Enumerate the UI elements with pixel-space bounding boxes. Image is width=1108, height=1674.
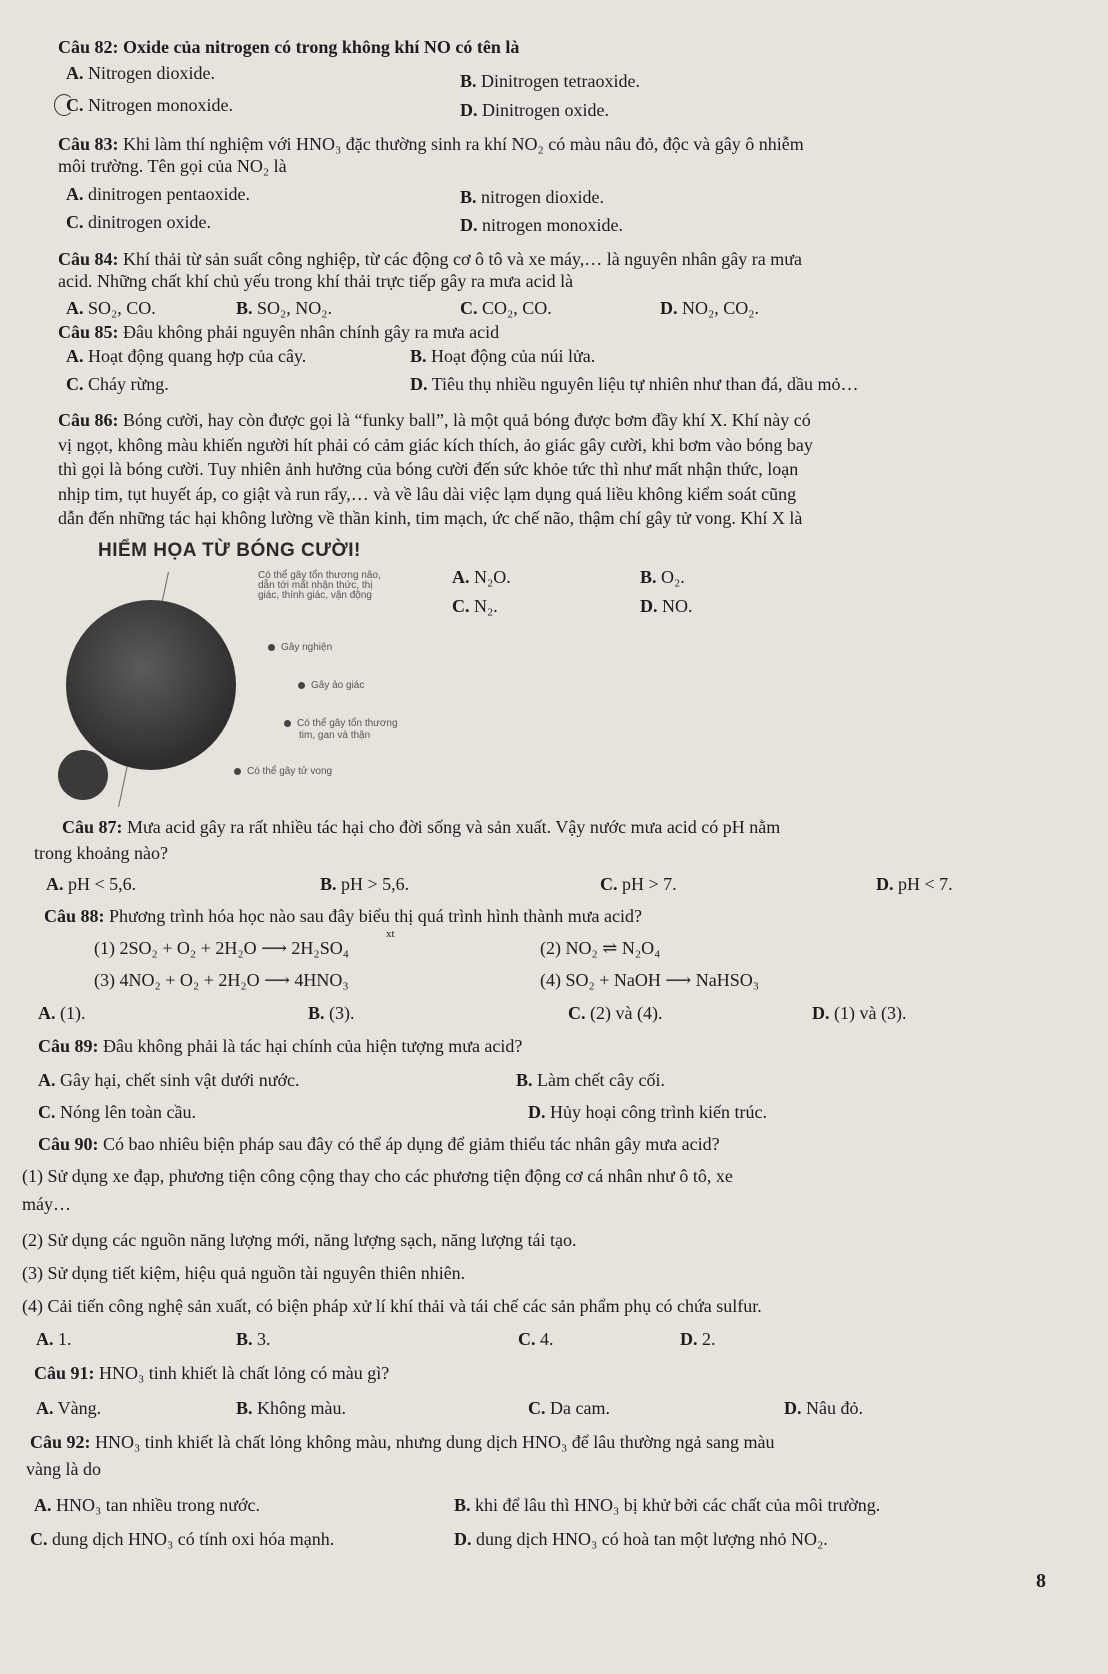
option-letter: C.: [460, 298, 478, 318]
q82-option-b: B. Dinitrogen tetraoxide.: [460, 71, 640, 91]
option-letter: B.: [236, 298, 253, 318]
q89-stem: Câu 89: Đâu không phải là tác hại chính của hiện tượng mưa acid?: [38, 1036, 523, 1056]
q88-equation-1: (1) 2SO₂ + O₂ + 2H₂O ⟶ 2H₂SO₄: [94, 938, 349, 958]
option-letter: C.: [66, 374, 84, 394]
infographic-bullet-3: [298, 680, 364, 692]
option-letter: B.: [460, 71, 477, 91]
option-letter: B.: [516, 1070, 533, 1090]
q87-option-d: D. pH < 7.: [876, 874, 953, 894]
q91-option-c: C. Da cam.: [528, 1398, 610, 1418]
q92-option-c: C. dung dịch HNO₃ có tính oxi hóa mạnh.: [30, 1529, 335, 1549]
q90-statement-2: (2) Sử dụng các nguồn năng lượng mới, năng lượng sạch, năng lượng tái tạo.: [22, 1230, 577, 1250]
q90-option-a: A. 1.: [36, 1329, 72, 1349]
q87-option-b: B. pH > 5,6.: [320, 874, 410, 894]
q90-statement-1-line2: máy…: [22, 1194, 71, 1214]
q83-stem-line1: Câu 83: Khi làm thí nghiệm với HNO₃ đặc thường sinh ra khí NO₂ có màu nâu đỏ, độc và gây ô nhiễm: [58, 134, 804, 154]
q87-stem-line2: trong khoảng nào?: [34, 843, 168, 863]
q82-stem: Câu 82: Oxide của nitrogen có trong không khí NO có tên là: [58, 37, 520, 57]
q89-option-b: B. Làm chết cây cối.: [516, 1070, 665, 1090]
option-letter: D.: [460, 215, 478, 235]
q84-stem-line2: acid. Những chất khí chủ yếu trong khí thải trực tiếp gây ra mưa acid là: [58, 271, 574, 291]
q88-stem: Câu 88: Phương trình hóa học nào sau đây biểu thị quá trình hình thành mưa acid?: [44, 906, 642, 926]
q91-option-d: D. Nâu đỏ.: [784, 1398, 863, 1418]
q90-option-c: C. 4.: [518, 1329, 554, 1349]
q90-option-d: D. 2.: [680, 1329, 716, 1349]
bullet-dot-icon: [268, 644, 275, 651]
q86-option-c: C. N₂.: [452, 596, 498, 616]
q83-option-d: D. nitrogen monoxide.: [460, 215, 623, 235]
option-letter: D.: [460, 100, 478, 120]
q90-option-b: B. 3.: [236, 1329, 271, 1349]
option-letter: A.: [452, 567, 470, 587]
option-letter: C.: [568, 1003, 586, 1023]
option-letter: D.: [876, 874, 894, 894]
q86-line4: nhịp tim, tụt huyết áp, co giật và run rẩy,… và về lâu dài việc lạm dụng quá liều không kiểm soát cũng: [58, 484, 797, 504]
option-letter: C.: [66, 212, 84, 232]
page-number: 8: [1036, 1570, 1046, 1592]
infographic-bullet-1-line3: giác, thính giác, vận động: [258, 590, 372, 601]
q86-option-b: B. O₂.: [640, 567, 685, 587]
option-letter: A.: [66, 184, 84, 204]
question-number: Câu 92:: [30, 1432, 91, 1452]
question-number: Câu 85:: [58, 322, 119, 342]
q85-stem: Câu 85: Đâu không phải nguyên nhân chính gây ra mưa acid: [58, 322, 500, 342]
question-number: Câu 87:: [62, 817, 123, 837]
option-letter: A.: [34, 1495, 52, 1515]
q86-line1: Câu 86: Bóng cười, hay còn được gọi là “funky ball”, là một quả bóng được bơm đầy khí X. Khí này có: [58, 410, 811, 430]
q89-option-d: D. Hủy hoại công trình kiến trúc.: [528, 1102, 767, 1122]
option-letter: B.: [640, 567, 657, 587]
infographic-bullet-1-line2: dẫn tới mất nhận thức, thị: [258, 580, 373, 591]
option-letter: C.: [452, 596, 470, 616]
q85-option-d: D. Tiêu thụ nhiều nguyên liệu tự nhiên như than đá, dầu mỏ…: [410, 374, 859, 394]
option-letter: C.: [518, 1329, 536, 1349]
option-letter: C.: [528, 1398, 546, 1418]
option-letter: A.: [66, 346, 84, 366]
option-letter: B.: [460, 187, 477, 207]
infographic-bullet-5: [234, 766, 332, 778]
q86-line5: dẫn đến những tác hại không lường về thần kinh, tim mạch, ức chế não, thậm chí gây tử vong. Khí X là: [58, 508, 803, 528]
q87-option-a: A. pH < 5,6.: [46, 874, 137, 894]
q89-option-c: C. Nóng lên toàn cầu.: [38, 1102, 196, 1122]
question-number: Câu 84:: [58, 249, 119, 269]
option-letter: D.: [640, 596, 658, 616]
q83-option-b: B. nitrogen dioxide.: [460, 187, 604, 207]
option-letter: A.: [46, 874, 64, 894]
q92-stem-line1: Câu 92: HNO₃ tinh khiết là chất lỏng không màu, nhưng dung dịch HNO₃ để lâu thường ngả sang màu: [30, 1432, 775, 1452]
option-letter: D.: [660, 298, 678, 318]
q83-stem-line2: môi trường. Tên gọi của NO₂ là: [58, 156, 287, 176]
q88-equation-3: (3) 4NO₂ + O₂ + 2H₂O ⟶ 4HNO₃: [94, 970, 349, 990]
infographic-bullet-3-text: Gây ảo giác: [311, 680, 365, 691]
q88-equation-4: (4) SO₂ + NaOH ⟶ NaHSO₃: [540, 970, 759, 990]
q82-option-c: C. Nitrogen monoxide.: [66, 95, 233, 115]
q88-option-d: D. (1) và (3).: [812, 1003, 907, 1023]
option-letter: B.: [454, 1495, 471, 1515]
q86-option-d: D. NO.: [640, 596, 693, 616]
q91-option-a: A. Vàng.: [36, 1398, 102, 1418]
q83-option-a: A. dinitrogen pentaoxide.: [66, 184, 250, 204]
q84-option-a: A. SO₂, CO.: [66, 298, 156, 318]
q83-option-c: C. dinitrogen oxide.: [66, 212, 211, 232]
option-letter: D.: [784, 1398, 802, 1418]
question-number: Câu 89:: [38, 1036, 99, 1056]
option-letter: B.: [308, 1003, 325, 1023]
q85-option-a: A. Hoạt động quang hợp của cây.: [66, 346, 307, 366]
q84-option-d: D. NO₂, CO₂.: [660, 298, 760, 318]
q90-statement-1-line1: (1) Sử dụng xe đạp, phương tiện công cộng thay cho các phương tiện động cơ cá nhân như ô tô, xe: [22, 1166, 733, 1186]
q92-option-b: B. khi để lâu thì HNO₃ bị khử bởi các chất của môi trường.: [454, 1495, 881, 1515]
option-letter: C.: [38, 1102, 56, 1122]
option-letter: C.: [66, 95, 84, 115]
balloon-image: [66, 600, 236, 770]
q82-option-d: D. Dinitrogen oxide.: [460, 100, 609, 120]
infographic-bullet-4-line1: Có thể gây tổn thương: [297, 718, 398, 729]
question-number: Câu 91:: [34, 1363, 95, 1383]
option-letter: A.: [66, 63, 84, 83]
option-letter: A.: [38, 1070, 56, 1090]
option-letter: B.: [236, 1398, 253, 1418]
option-letter: B.: [236, 1329, 253, 1349]
q84-option-b: B. SO₂, NO₂.: [236, 298, 333, 318]
infographic-bullet-2: [268, 642, 332, 654]
q88-option-b: B. (3).: [308, 1003, 355, 1023]
question-number: Câu 88:: [44, 906, 105, 926]
option-letter: C.: [30, 1529, 48, 1549]
q90-statement-3: (3) Sử dụng tiết kiệm, hiệu quả nguồn tài nguyên thiên nhiên.: [22, 1263, 466, 1283]
q88-option-c: C. (2) và (4).: [568, 1003, 663, 1023]
q84-option-c: C. CO₂, CO.: [460, 298, 552, 318]
infographic-bullet-2-text: Gây nghiện: [281, 642, 333, 653]
option-letter: B.: [410, 346, 427, 366]
option-letter: A.: [36, 1329, 54, 1349]
infographic-bullet-4: [284, 718, 398, 730]
small-balloon-image: [58, 750, 108, 800]
bullet-dot-icon: [298, 682, 305, 689]
q90-statement-4: (4) Cải tiến công nghệ sản xuất, có biện pháp xử lí khí thải và tái chế các sản phẩm phụ có chứa sulfur.: [22, 1296, 762, 1316]
q86-option-a: A. N₂O.: [452, 567, 511, 587]
question-number: Câu 82:: [58, 37, 119, 57]
infographic-bullet-1-line1: Có thể gây tổn thương não,: [258, 570, 381, 581]
q82-option-a: A. Nitrogen dioxide.: [66, 63, 215, 83]
q91-stem: Câu 91: HNO₃ tinh khiết là chất lỏng có màu gì?: [34, 1363, 390, 1383]
option-letter: D.: [680, 1329, 698, 1349]
option-letter: D.: [528, 1102, 546, 1122]
option-letter: D.: [812, 1003, 830, 1023]
q89-option-a: A. Gây hại, chết sinh vật dưới nước.: [38, 1070, 300, 1090]
q85-option-c: C. Cháy rừng.: [66, 374, 169, 394]
option-letter: A.: [66, 298, 84, 318]
q86-line3: thì gọi là bóng cười. Tuy nhiên ảnh hưởng của bóng cười đến sức khỏe tức thì như mất nhận thức, loạn: [58, 459, 799, 479]
infographic-bullet-4-line2: tim, gan và thận: [299, 730, 371, 741]
q86-line2: vị ngọt, không màu khiến người hít phải có cảm giác kích thích, ảo giác gây cười, khi bơm vào bóng bay: [58, 435, 813, 455]
infographic-title: HIỂM HỌA TỪ BÓNG CƯỜI!: [98, 540, 361, 561]
q92-option-d: D. dung dịch HNO₃ có hoà tan một lượng nhỏ NO₂.: [454, 1529, 828, 1549]
option-letter: D.: [410, 374, 428, 394]
q84-stem-line1: Câu 84: Khí thải từ sản suất công nghiệp, từ các động cơ ô tô và xe máy,… là nguyên nhân gây ra mưa: [58, 249, 802, 269]
q87-stem-line1: Câu 87: Mưa acid gây ra rất nhiều tác hại cho đời sống và sản xuất. Vậy nước mưa acid có pH nằm: [62, 817, 781, 837]
option-letter: B.: [320, 874, 337, 894]
question-number: Câu 86:: [58, 410, 119, 430]
q85-option-b: B. Hoạt động của núi lửa.: [410, 346, 596, 366]
bullet-dot-icon: [284, 720, 291, 727]
q92-option-a: A. HNO₃ tan nhiều trong nước.: [34, 1495, 261, 1515]
q88-equation-1-catalyst: xt: [386, 928, 395, 940]
question-number: Câu 83:: [58, 134, 119, 154]
q88-equation-2: (2) NO₂ ⇌ N₂O₄: [540, 938, 661, 958]
question-number: Câu 90:: [38, 1134, 99, 1154]
q92-stem-line2: vàng là do: [26, 1459, 101, 1479]
bullet-dot-icon: [234, 768, 241, 775]
option-letter: A.: [38, 1003, 56, 1023]
q90-stem: Câu 90: Có bao nhiêu biện pháp sau đây có thể áp dụng để giảm thiểu tác nhân gây mưa acid?: [38, 1134, 720, 1154]
q87-option-c: C. pH > 7.: [600, 874, 677, 894]
funky-ball-infographic: [58, 532, 418, 808]
option-letter: C.: [600, 874, 618, 894]
option-letter: D.: [454, 1529, 472, 1549]
infographic-bullet-5-text: Có thể gây tử vong: [247, 766, 333, 777]
q88-option-a: A. (1).: [38, 1003, 86, 1023]
option-letter: A.: [36, 1398, 54, 1418]
q91-option-b: B. Không màu.: [236, 1398, 347, 1418]
